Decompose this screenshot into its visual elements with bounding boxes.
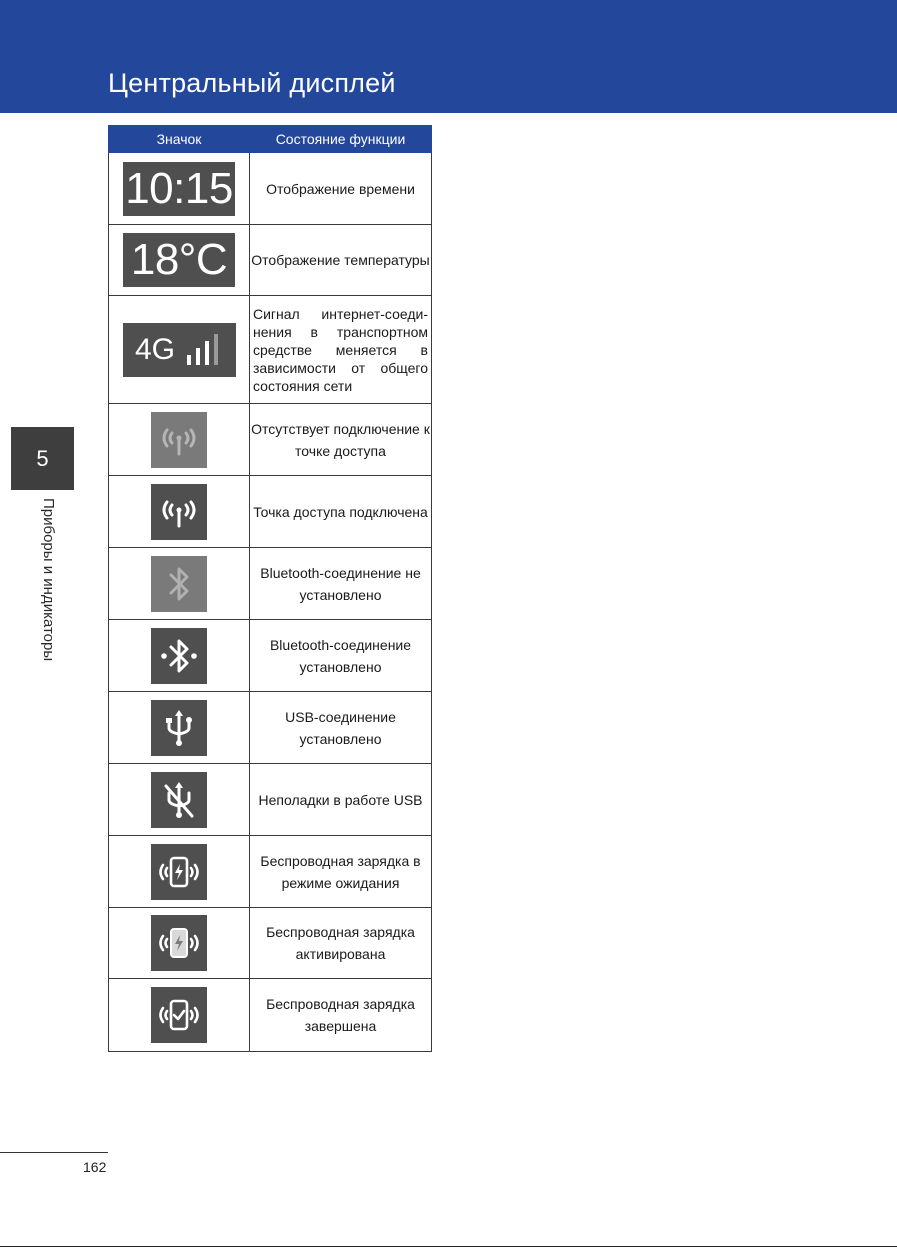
table-row [109,225,432,296]
icon-cell [109,476,250,548]
state-cell: Bluetooth-соединение не установлено [250,548,432,620]
table-row [109,476,432,548]
bluetooth-connected-icon [151,628,207,684]
state-cell: USB-соединение установлено [250,692,432,764]
page-title: Центральный дисплей [108,68,396,98]
icon-state-table [108,125,432,1052]
signal-bars-icon [185,333,223,367]
page-header [0,0,897,113]
icon-cell [109,225,250,296]
state-cell: Bluetooth-соединение установлено [250,620,432,692]
network-type-label: 4G [134,332,176,366]
bluetooth-disconnected-icon [151,556,207,612]
wireless-charging-standby-icon [151,844,207,900]
bottom-divider [0,1246,897,1247]
state-cell: Сигнал интернет-соеди- нения в транспортном средстве меняется в зависимости от общего состояния сети [250,296,432,404]
table-row [109,548,432,620]
page-number: 162 [83,1159,107,1175]
state-cell: Беспроводная зарядка активирована [250,908,432,979]
chapter-tab [11,427,74,490]
icon-cell [109,153,250,225]
footer-divider [0,1152,108,1153]
icon-cell [109,908,250,979]
temperature-display-icon: 18°C [123,233,235,287]
clock-display-icon: 10:15 [123,162,235,216]
icon-cell [109,404,250,476]
column-header-icon: Значок [109,126,250,153]
hotspot-connected-icon [151,484,207,540]
table-row [109,979,432,1052]
state-cell: Неполадки в работе USB [250,764,432,836]
icon-cell [109,620,250,692]
state-cell: Точка доступа подключена [250,476,432,548]
table-row [109,404,432,476]
table-row [109,764,432,836]
table-row [109,692,432,764]
usb-connected-icon [151,700,207,756]
chapter-label: Приборы и индикаторы [40,498,57,662]
table-row [109,296,432,404]
signal-4g-icon [123,323,236,377]
chapter-number: 5 [36,445,49,471]
wireless-charging-active-icon [151,915,207,971]
icon-cell [109,692,250,764]
state-cell: Отображение времени [250,153,432,225]
usb-error-icon [151,772,207,828]
icon-cell [109,979,250,1052]
table-row [109,908,432,979]
wireless-charging-complete-icon [151,987,207,1043]
table-header-row [109,126,432,153]
state-cell: Отображение температуры [250,225,432,296]
table-row [109,153,432,225]
state-cell: Беспроводная зарядка в режиме ожидания [250,836,432,908]
icon-cell [109,836,250,908]
icon-cell [109,764,250,836]
icon-cell [109,296,250,404]
state-cell: Отсутствует подключение к точке доступа [250,404,432,476]
hotspot-disconnected-icon [151,412,207,468]
table-row [109,620,432,692]
state-cell: Беспроводная зарядка завершена [250,979,432,1052]
icon-cell [109,548,250,620]
table-row [109,836,432,908]
column-header-state: Состояние функции [250,126,432,153]
